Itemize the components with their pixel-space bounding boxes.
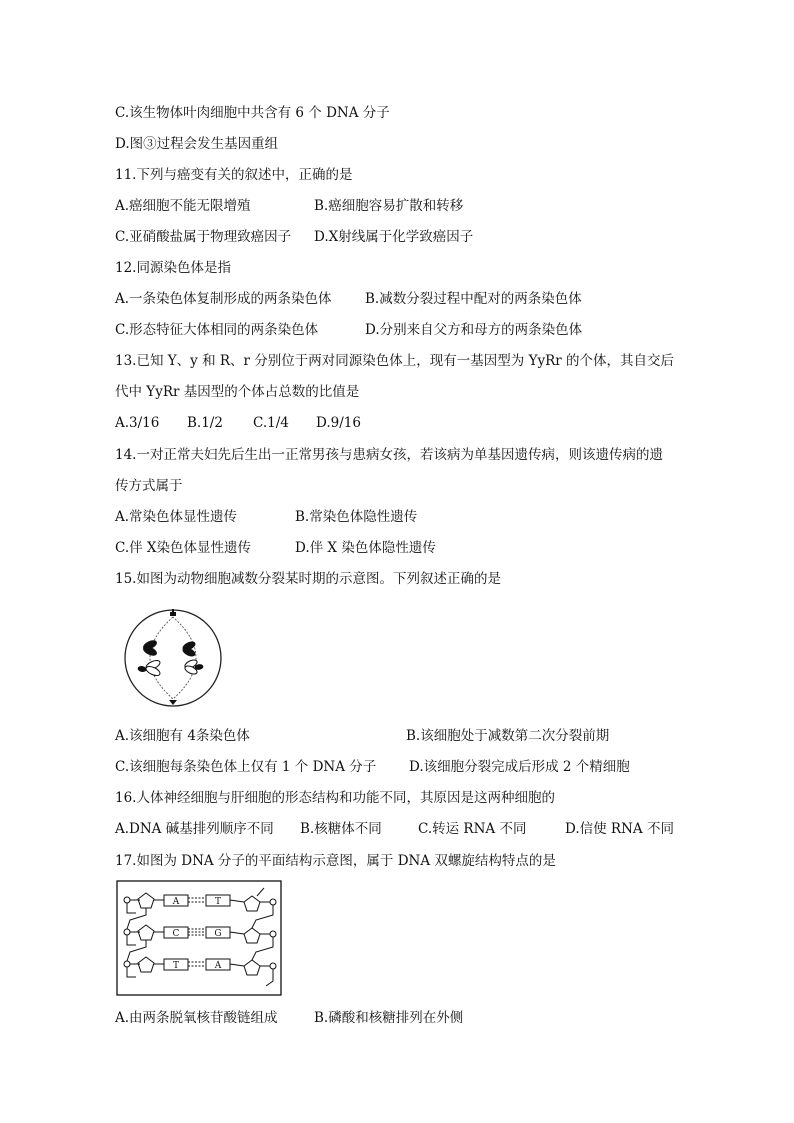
q10-option-d: D.图③过程会发生基因重组: [115, 136, 279, 152]
q15-option-c: C.该细胞每条染色体上仅有 1 个 DNA 分子: [115, 759, 377, 775]
base-right-1: T: [214, 897, 222, 907]
cell-division-diagram: [117, 605, 229, 711]
base-right-2: G: [214, 929, 222, 939]
q13-option-d: D.9/16: [316, 415, 361, 431]
q17-option-a: A.由两条脱氧核苷酸链组成: [115, 1010, 278, 1026]
q15-option-b: B.该细胞处于减数第二次分裂前期: [406, 728, 610, 744]
q12-option-b: B.减数分裂过程中配对的两条染色体: [365, 291, 582, 307]
q16-option-d: D.信使 RNA 不同: [565, 821, 674, 837]
chromosome-black-left-top: [142, 639, 158, 657]
base-right-3: A: [214, 961, 222, 971]
right-strand: [244, 888, 276, 986]
q12-option-d: D.分别来自父方和母方的两条染色体: [365, 322, 583, 338]
q14-option-d: D.伴 X 染色体隐性遗传: [295, 540, 436, 556]
q16-option-a: A.DNA 碱基排列顺序不同: [115, 821, 274, 837]
q16-stem: 16.人体神经细胞与肝细胞的形态结构和功能不同，其原因是这两种细胞的: [115, 790, 555, 806]
chromosome-white-left-bottom: [145, 659, 162, 678]
centriole-bottom: [169, 700, 177, 705]
q12-stem: 12.同源染色体是指: [115, 260, 231, 276]
spindle-fibers: [150, 617, 196, 699]
q17-option-b: B.磷酸和核糖排列在外侧: [314, 1010, 464, 1026]
q11-option-a: A.癌细胞不能无限增殖: [115, 198, 251, 214]
q17-stem: 17.如图为 DNA 分子的平面结构示意图，属于 DNA 双螺旋结构特点的是: [115, 853, 556, 869]
q11-stem: 11.下列与癌变有关的叙述中，正确的是: [115, 167, 353, 183]
q13-stem-line2: 代中 YyRr 基因型的个体占总数的比值是: [115, 384, 360, 400]
base-pair-row-3: [154, 959, 244, 970]
q12-option-a: A.一条染色体复制形成的两条染色体: [115, 291, 332, 307]
q14-stem-line2: 传方式属于: [115, 478, 183, 494]
chromosome-black-left-bottom: [138, 666, 147, 672]
q15-option-d: D.该细胞分裂完成后形成 2 个精细胞: [409, 759, 630, 775]
base-left-1: A: [172, 897, 180, 907]
q14-stem-line1: 14.一对正常夫妇先后生出一正常男孩与患病女孩，若该病为单基因遗传病，则该遗传病的遗: [115, 447, 663, 463]
q14-option-a: A.常染色体显性遗传: [115, 509, 238, 525]
left-strand: [124, 893, 154, 977]
q14-option-b: B.常染色体隐性遗传: [295, 509, 418, 525]
q13-stem-line1: 13.已知 Y、y 和 R、r 分别位于两对同源染色体上，现有一基因型为 YyRr 的个体，其自交后: [115, 353, 675, 369]
base-pair-row-1: [154, 895, 244, 906]
q16-option-b: B.核糖体不同: [300, 821, 382, 837]
q16-option-c: C.转运 RNA 不同: [418, 821, 527, 837]
q13-option-c: C.1/4: [253, 415, 289, 431]
base-left-2: C: [172, 929, 180, 939]
base-pair-row-2: [154, 927, 244, 938]
q15-option-a: A.该细胞有 4条染色体: [115, 728, 250, 744]
cell-membrane: [125, 610, 221, 706]
q11-option-c: C.亚硝酸盐属于物理致癌因子: [115, 229, 292, 245]
q10-option-c: C.该生物体叶肉细胞中共含有 6 个 DNA 分子: [115, 105, 390, 121]
q15-stem: 15.如图为动物细胞减数分裂某时期的示意图。下列叙述正确的是: [115, 571, 501, 587]
q12-option-c: C.形态特征大体相同的两条染色体: [115, 322, 319, 338]
q11-option-d: D.X射线属于化学致癌因子: [314, 229, 474, 245]
q13-option-a: A.3/16: [115, 415, 160, 431]
base-left-3: T: [172, 961, 180, 971]
q11-option-b: B.癌细胞容易扩散和转移: [314, 198, 464, 214]
q14-option-c: C.伴 X染色体显性遗传: [115, 540, 252, 556]
chromosome-black-right-top: [182, 640, 197, 657]
q13-option-b: B.1/2: [187, 415, 223, 431]
dna-structure-diagram: [116, 880, 282, 996]
